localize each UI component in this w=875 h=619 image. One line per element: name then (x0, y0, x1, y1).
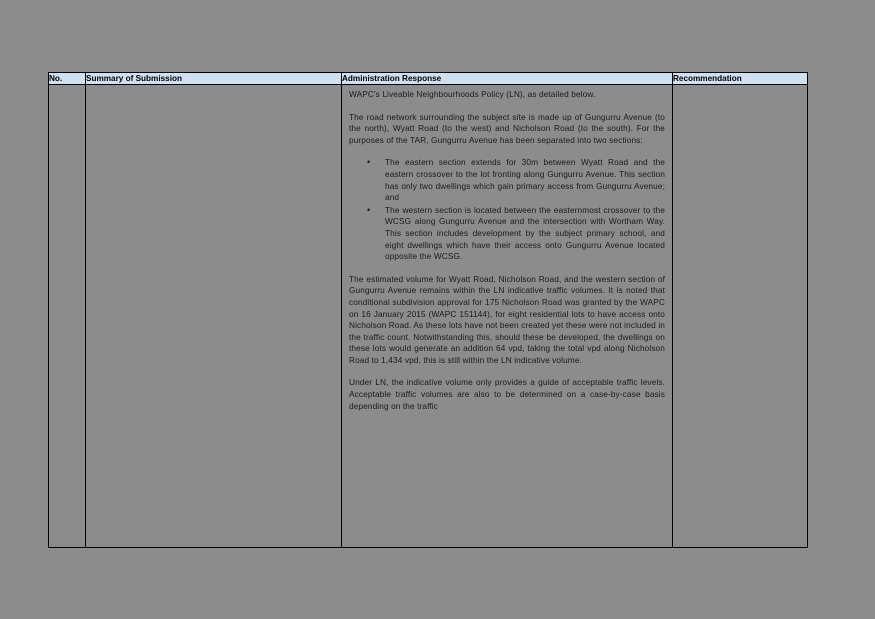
response-paragraph-3: The estimated volume for Wyatt Road, Nicholson Road, and the western section of Gungurru Avenue remains within the LN indicative traffic volumes. It is noted that conditional subdivision approval for 175 Nicholson Road was granted by the WAPC on 16 January 2015 (WAPC 151144), for eight residential lots to have access onto Nicholson Road. As these lots have not been created yet these were not included in the traffic count. Notwithstanding this, should these be developed, the dwellings on these lots would generate an addition 64 vpd, taking the total vpd along Nicholson Road to 1,434 vpd, this is still within the LN indicative volume. (349, 273, 665, 365)
column-header-recommendation: Recommendation (673, 73, 808, 85)
cell-no (49, 85, 86, 548)
cell-recommendation (673, 85, 808, 548)
bullet-icon: • (367, 204, 371, 215)
list-item (349, 157, 665, 203)
response-bullet-list (349, 157, 665, 262)
table-row (49, 85, 808, 548)
bullet-icon: • (367, 157, 371, 168)
response-text-body (349, 89, 665, 412)
list-item-label: The eastern section extends for 30m between Wyatt Road and the eastern crossover to the lot fronting along Gungurru Avenue. This section has only two dwellings which gain primary access from Gungurru Avenue; and (385, 157, 665, 203)
response-paragraph-1: WAPC's Liveable Neighbourhoods Policy (LN), as detailed below. (349, 89, 596, 99)
submissions-table (48, 72, 808, 548)
table-header (49, 73, 808, 85)
list-item (349, 205, 665, 263)
response-paragraph-2: The road network surrounding the subject site is made up of Gungurru Avenue (to the north), Wyatt Road (to the west) and Nicholson Road (to the south). For the purposes of the TAR, Gungurru Avenue has been separated into two sections: (349, 111, 665, 145)
table-body (49, 85, 808, 548)
column-header-response: Administration Response (342, 73, 673, 85)
cell-administration-response (342, 85, 673, 548)
column-header-no: No. (49, 73, 86, 85)
cell-summary (86, 85, 342, 548)
column-header-summary: Summary of Submission (86, 73, 342, 85)
list-item-label: The western section is located between the easternmost crossover to the WCSG along Gungurru Avenue and the intersection with Wortham Way. This section includes development by the subject primary school, and eight dwellings which have their access onto Gungurru Avenue located opposite the WCSG. (385, 204, 665, 262)
response-paragraph-4: Under LN, the indicative volume only provides a guide of acceptable traffic levels. Acceptable traffic volumes are also to be determined on a case-by-case basis depending on the traffic (349, 377, 665, 411)
table-header-row (49, 73, 808, 85)
